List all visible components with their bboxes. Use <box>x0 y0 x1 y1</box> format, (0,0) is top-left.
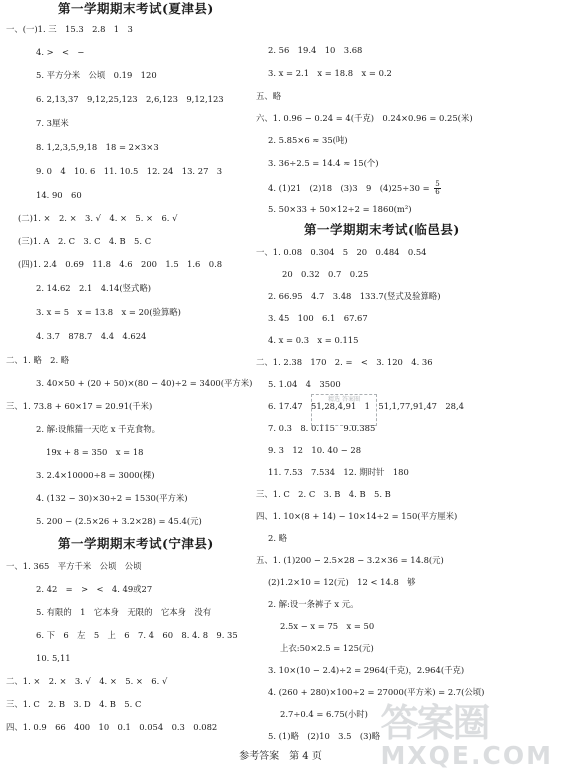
answer-line: (2)1.2×10 = 12(元) 12 < 14.8 够 <box>268 577 416 587</box>
answer-text: 4. (1)21 (2)18 (3)3 9 (4)25÷30 = <box>268 183 433 193</box>
answer-line: 3. x = 2.1 x = 18.8 x = 0.2 <box>268 68 392 78</box>
answer-line: 4. x = 0.3 x = 0.115 <box>268 335 359 345</box>
watermark-chinese: 答案圈 <box>380 701 489 745</box>
stamp-text: 精选 答案圈 <box>328 396 360 403</box>
answer-line: 2. 56 19.4 10 3.68 <box>268 45 363 55</box>
answer-line: 五、1. (1)200 − 2.5×28 − 3.2×36 = 14.8(元) <box>256 555 444 565</box>
answer-line: 3. 2.4×10000÷8 = 3000(棵) <box>36 470 155 480</box>
answer-line: 5. 有限的 1 它本身 无限的 它本身 没有 <box>36 607 212 617</box>
answer-line: 2.5x − x = 75 x = 50 <box>280 621 375 631</box>
answer-line: 2. 解:设一条裤子 x 元。 <box>268 599 359 609</box>
answer-line: 一、(一)1. 三 15.3 2.8 1 3 <box>6 24 133 34</box>
answer-line: 三、1. C 2. B 3. D 4. B 5. C <box>6 699 142 709</box>
watermark-domain: MXQE.COM <box>380 741 553 770</box>
answer-line: 5. 200 − (2.5×26 + 3.2×28) = 45.4(元) <box>36 516 202 526</box>
answer-line: 20 0.32 0.7 0.25 <box>282 269 369 279</box>
section-title-linyi: 第一学期期末考试(临邑县) <box>304 222 460 237</box>
answer-line: 5. 1.04 4 3500 <box>268 379 341 389</box>
answer-line: 二、1. 略 2. 略 <box>6 355 70 365</box>
answer-line: 19x + 8 = 350 x = 18 <box>46 447 144 457</box>
fraction-denominator: 6 <box>435 188 440 196</box>
answer-line: 5. 50×33 + 50×12÷2 = 1860(m²) <box>268 204 412 214</box>
answer-line: 4. 3.7 878.7 4.4 4.624 <box>36 331 147 341</box>
answer-line: 6. 17.47 51,28,4,91 1 51,1,77,91,47 28,4 <box>268 401 464 411</box>
answer-line: 8. 1,2,3,5,9,18 18 = 2×3×3 <box>36 142 159 152</box>
answer-line: 6. 下 6 左 5 上 6 7. 4 60 8. 4. 8 9. 35 <box>36 630 238 640</box>
answer-line: 9. 0 4 10. 6 11. 10.5 12. 24 13. 27 3 <box>36 166 223 176</box>
answer-line: 3. 36÷2.5 = 14.4 ≈ 15(个) <box>268 158 379 168</box>
section-title-xiajin: 第一学期期末考试(夏津县) <box>58 1 214 16</box>
answer-line: 三、1. 73.8 + 60×17 = 20.91(千米) <box>6 401 153 411</box>
answer-line: 六、1. 0.96 − 0.24 = 4(千克) 0.24×0.96 = 0.25(米) <box>256 113 473 123</box>
answer-line: 一、1. 0.08 0.304 5 20 0.484 0.54 <box>256 247 427 257</box>
answer-line: 2. 5.85×6 ≈ 35(吨) <box>268 135 348 145</box>
answer-line: 四、1. 0.9 66 400 10 0.1 0.054 0.3 0.082 <box>6 722 218 732</box>
answer-line: 9. 3 12 10. 40 − 28 <box>268 445 362 455</box>
answer-line: 3. 40×50 + (20 + 50)×(80 − 40)÷2 = 3400(平方米) <box>36 378 253 388</box>
answer-line: 14. 90 60 <box>36 190 82 200</box>
answer-line: 7. 0.3 8. 0.115 9.0.385 <box>268 423 376 433</box>
answer-line: 4. (132 − 30)×30÷2 = 1530(平方米) <box>36 493 188 503</box>
answer-line: 三、1. C 2. C 3. B 4. B 5. B <box>256 489 391 499</box>
answer-line: 4. (260 + 280)×100÷2 = 27000(平方米) = 2.7(公顷) <box>268 687 485 697</box>
fraction-numerator: 5 <box>435 180 440 188</box>
answer-line: 3. x = 5 x = 13.8 x = 20(验算略) <box>36 307 181 317</box>
answer-line: 3. 45 100 6.1 67.67 <box>268 313 368 323</box>
answer-line: 5. 平方分米 公顷 0.19 120 <box>36 70 157 80</box>
fraction <box>434 181 440 196</box>
answer-line: 上衣:50×2.5 = 125(元) <box>280 643 374 653</box>
answer-line: 5. (1)略 (2)10 3.5 (3)略 <box>268 731 381 741</box>
answer-line: 二、1. 2.38 170 2. = < 3. 120 4. 36 <box>256 357 433 367</box>
answer-line: 7. 3厘米 <box>36 118 69 128</box>
answer-line: 2. 42 = > < 4. 49或27 <box>36 584 153 594</box>
answer-line: 五、略 <box>256 91 282 101</box>
answer-line: (二)1. × 2. × 3. √ 4. × 5. × 6. √ <box>18 213 178 223</box>
answer-line: 4. > < − <box>36 47 85 57</box>
answer-line: 2. 14.62 2.1 4.14(竖式略) <box>36 283 152 293</box>
answer-line: 2. 略 <box>268 533 288 543</box>
answer-line: 11. 7.53 7.534 12. 期时针 180 <box>268 467 409 477</box>
answer-line: 10. 5,11 <box>36 653 71 663</box>
page-footer: 参考答案 第 4 页 <box>239 751 322 762</box>
answer-line: 2.7÷0.4 = 6.75(小时) <box>280 709 368 719</box>
answer-line-fraction <box>268 181 441 196</box>
faint-stamp <box>311 394 377 426</box>
answer-line: 6. 2,13,37 9,12,25,123 2,6,123 9,12,123 <box>36 94 224 104</box>
answer-line: (四)1. 2.4 0.69 11.8 4.6 200 1.5 1.6 0.8 <box>18 259 223 269</box>
answer-line: 3. 10×(10 − 2.4)÷2 = 2964(千克)，2.964(千克) <box>268 665 465 675</box>
section-title-ningjin: 第一学期期末考试(宁津县) <box>58 536 214 551</box>
answer-line: (三)1. A 2. C 3. C 4. B 5. C <box>18 236 152 246</box>
answer-line: 二、1. × 2. × 3. √ 4. × 5. × 6. √ <box>6 676 168 686</box>
answer-line: 2. 66.95 4.7 3.48 133.7(竖式及验算略) <box>268 291 441 301</box>
answer-line: 2. 解:设熊猫一天吃 x 千克食物。 <box>36 424 161 434</box>
answer-line: 一、1. 365 平方千米 公顷 公顷 <box>6 561 142 571</box>
answer-line: 四、1. 10×(8 + 14) − 10×14÷2 = 150(平方厘米) <box>256 511 458 521</box>
